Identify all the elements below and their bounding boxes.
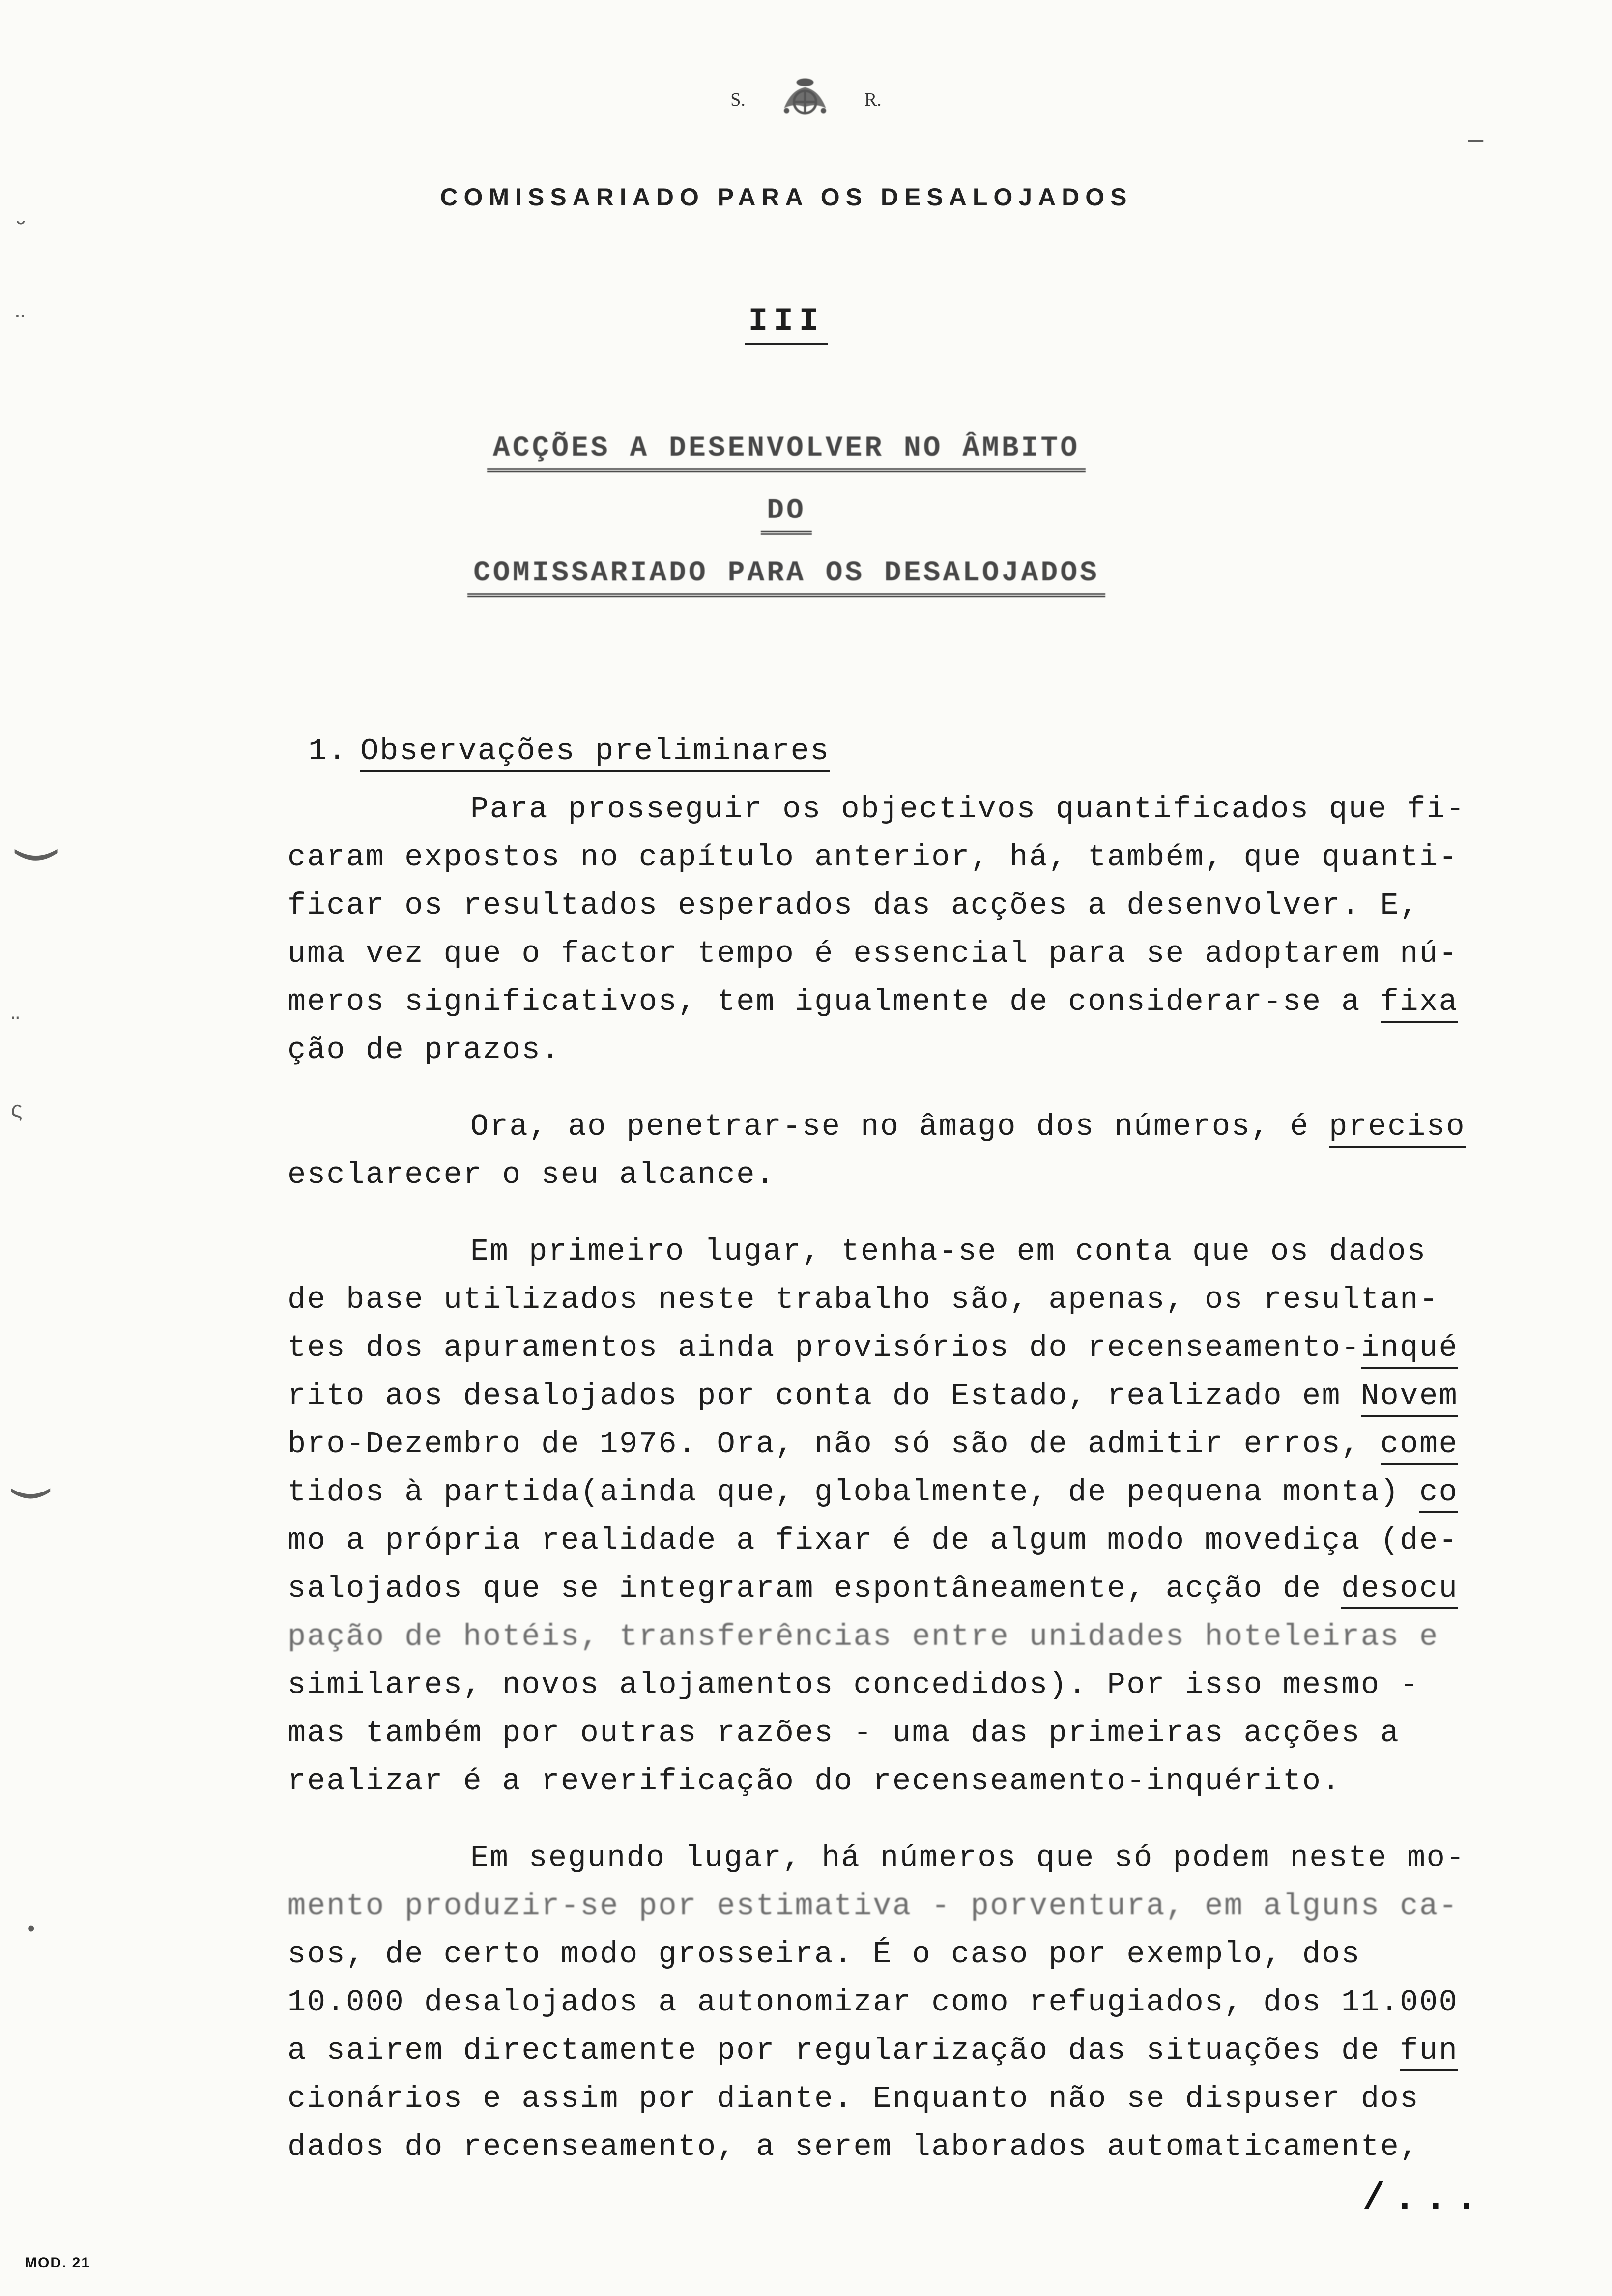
pen-mark: ς — [10, 1098, 24, 1124]
text-line: sos, de certo modo grosseira. É o caso por exemplo, dos — [288, 1937, 1361, 1972]
text-line: caram expostos no capítulo anterior, há, também, que quanti- — [288, 840, 1459, 875]
pen-mark: ¨ — [12, 311, 29, 342]
chapter-number-text: III — [745, 303, 829, 345]
document-title-line-3: COMISSARIADO PARA OS DESALOJADOS — [467, 557, 1105, 597]
text-line: a sairem directamente por regularização das situações de fun — [288, 2027, 1526, 2075]
header-right-letter: R. — [864, 89, 882, 110]
section-title: Observações preliminares — [360, 734, 830, 772]
text-line: dados do recenseamento, a serem laborados automaticamente, — [288, 2129, 1419, 2164]
paragraph — [288, 1103, 1526, 1199]
text-line: tidos à partida(ainda que, globalmente, de pequena monta) co — [288, 1468, 1526, 1517]
header-left-letter: S. — [730, 89, 746, 110]
text-line: salojados que se integraram espontâneamente, acção de desocu — [288, 1565, 1526, 1613]
form-code: MOD. 21 — [25, 2255, 91, 2271]
text-line: ficar os resultados esperados das acções a desenvolver. E, — [288, 888, 1419, 923]
pen-mark: ˘ — [13, 218, 29, 248]
text-line: mento produzir-se por estimativa - porventura, em alguns ca- — [288, 1889, 1459, 1923]
text-line: ção de prazos. — [288, 1033, 561, 1067]
header-emblem-row — [0, 73, 1612, 126]
paragraph — [288, 785, 1526, 1074]
chapter-number — [0, 303, 1573, 340]
text-line: 10.000 desalojados a autonomizar como refugiados, dos 11.000 — [288, 1985, 1459, 2020]
state-emblem-icon — [768, 73, 842, 126]
text-line: cionários e assim por diante. Enquanto não se dispuser dos — [288, 2081, 1419, 2116]
text-line: Para prosseguir os objectivos quantificados que fi- — [470, 792, 1466, 827]
document-title-block — [0, 432, 1573, 597]
text-line: pação de hotéis, transferências entre unidades hoteleiras e — [288, 1619, 1439, 1654]
text-line: de base utilizados neste trabalho são, apenas, os resultan- — [288, 1282, 1439, 1317]
text-line: Ora, ao penetrar-se no âmago dos números, é preciso — [288, 1103, 1526, 1151]
pen-mark: ‿ — [17, 793, 56, 865]
pen-mark: • — [25, 1918, 38, 1943]
paragraph — [288, 1228, 1526, 1806]
text-line: tes dos apuramentos ainda provisórios do recenseamento-inqué — [288, 1324, 1526, 1372]
text-line: similares, novos alojamentos concedidos). Por isso mesmo - — [288, 1667, 1419, 1702]
text-line: bro-Dezembro de 1976. Ora, não só são de admitir erros, come — [288, 1420, 1526, 1468]
document-title-line-1: ACÇÕES A DESENVOLVER NO ÂMBITO — [487, 432, 1086, 472]
text-line: esclarecer o seu alcance. — [288, 1157, 776, 1192]
paragraph-list — [288, 785, 1526, 2171]
continuation-mark: /... — [1362, 2177, 1486, 2220]
text-line: mas também por outras razões - uma das primeiras acções a — [288, 1716, 1400, 1751]
pen-mark: ¨ — [8, 1013, 23, 1041]
text-line: realizar é a reverificação do recenseamento-inquérito. — [288, 1764, 1342, 1799]
pen-mark: — — [1468, 127, 1484, 155]
text-line: mo a própria realidade a fixar é de algum modo movediça (de- — [288, 1523, 1459, 1558]
text-line: uma vez que o factor tempo é essencial para se adoptarem nú- — [288, 936, 1459, 971]
pen-mark: ‿ — [13, 1436, 49, 1503]
document-title-line-2: DO — [761, 495, 812, 535]
text-line: meros significativos, tem igualmente de considerar-se a fixa — [288, 978, 1526, 1026]
section-number: 1. — [308, 734, 347, 769]
organization-name: COMISSARIADO PARA OS DESALOJADOS — [440, 183, 1133, 211]
text-line: Em primeiro lugar, tenha-se em conta que os dados — [470, 1234, 1427, 1269]
text-line: rito aos desalojados por conta do Estado, realizado em Novem — [288, 1372, 1526, 1420]
paragraph — [288, 1834, 1526, 2171]
text-line: Em segundo lugar, há números que só podem neste mo- — [470, 1840, 1466, 1875]
